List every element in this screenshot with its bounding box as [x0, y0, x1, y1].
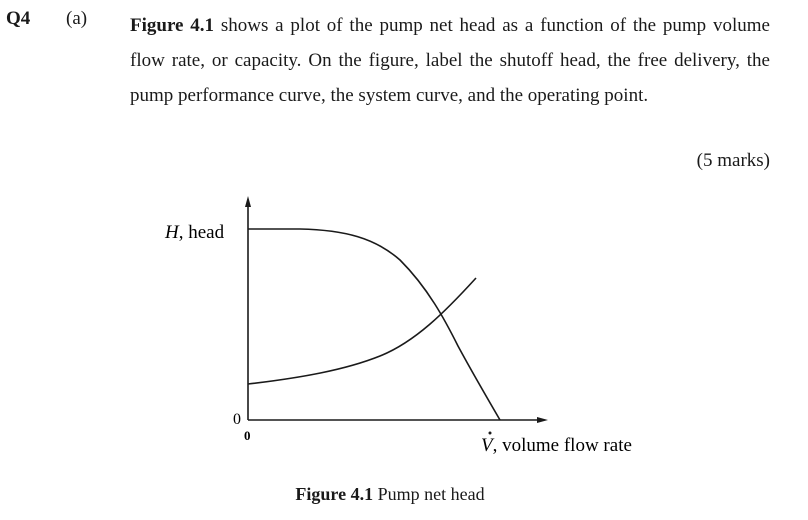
caption-figure-ref: Figure 4.1	[295, 484, 374, 504]
figure-caption	[0, 484, 780, 505]
x-axis-symbol: V	[481, 435, 493, 456]
y-axis-arrow	[245, 196, 251, 207]
x-axis-arrow	[537, 417, 548, 423]
question-number: Q4	[6, 8, 31, 29]
question-body: shows a plot of the pump net head as a function of the pump volume flow rate, or capacity. On the figure, label the shutoff head, the free delivery, the pump performance curve, the system curve, and the operating point.	[130, 15, 770, 106]
flow-rate-dot-accent	[489, 432, 492, 435]
x-axis-text: , volume flow rate	[492, 435, 632, 456]
caption-text: Pump net head	[373, 484, 485, 504]
pump-performance-curve	[248, 229, 500, 420]
y-axis-text: , head	[178, 222, 225, 243]
y-axis-symbol: H	[165, 222, 179, 243]
y-axis-label	[164, 222, 225, 243]
question-part: (a)	[66, 8, 88, 29]
marks-label: (5 marks)	[696, 150, 770, 171]
system-curve	[248, 278, 476, 384]
origin-x-label: 0	[244, 428, 251, 443]
figure-reference: Figure 4.1	[130, 15, 215, 36]
x-axis-label	[481, 435, 632, 456]
origin-y-label: 0	[233, 411, 241, 428]
